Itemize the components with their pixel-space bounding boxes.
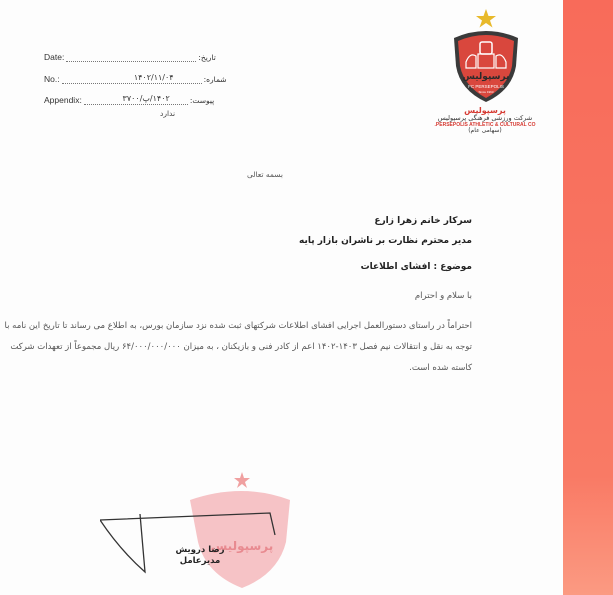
number-line <box>62 74 202 84</box>
org-name-en: PERSEPOLIS ATHLETIC & CULTURAL CO. <box>434 121 536 128</box>
signer-name: رضا درویش <box>175 545 225 555</box>
appendix-label-en: Appendix: <box>44 95 82 105</box>
red-side-strip <box>563 0 613 595</box>
number-value: ۱۴۰۲/۱۱/۰۴ <box>133 73 174 82</box>
stamp-star-icon <box>234 472 250 488</box>
greeting: با سلام و احترام <box>414 291 472 301</box>
date-line <box>66 52 196 62</box>
persepolis-logo <box>440 6 540 110</box>
basmala: بسمه تعالی <box>246 170 284 179</box>
appendix-field <box>44 95 214 105</box>
appendix-note: ندارد <box>160 109 176 118</box>
number-field <box>44 74 227 84</box>
org-full-name-fa: شرکت ورزشی فرهنگی پرسپولیس <box>437 114 533 123</box>
org-type: (سهامی عام) <box>468 127 502 135</box>
svg-text:پرسپولیس: پرسپولیس <box>210 539 274 553</box>
date-label-en: Date: <box>44 52 65 62</box>
addressee-title: مدیر محترم نظارت بر ناشران بازار پایه <box>299 236 472 246</box>
appendix-line <box>84 95 188 105</box>
organization-block <box>430 106 540 135</box>
svg-text:پرسپولیس: پرسپولیس <box>462 72 510 82</box>
signer-role: مدیرعامل <box>179 556 221 567</box>
svg-text:FC PERSEPOLIS: FC PERSEPOLIS <box>468 84 504 89</box>
date-field <box>44 52 216 62</box>
number-label-fa: شماره: <box>203 75 227 84</box>
addressee: سرکار خانم زهرا زارع <box>374 216 472 226</box>
svg-text:Since 1963: Since 1963 <box>478 90 494 94</box>
appendix-value: ۱۴۰۲/پ/۳۷۰۰ <box>122 94 170 103</box>
number-label-en: No.: <box>44 74 60 84</box>
appendix-label-fa: پیوست: <box>189 96 215 105</box>
star-icon <box>476 9 496 28</box>
signer-block <box>165 545 235 567</box>
letter-body: احتراماً در راستای دستورالعمل اجرایی افشای اطلاعات شرکتهای ثبت شده نزد سازمان بورس، به اطلاع می رساند تا تاریخ این نامه با توجه به نقل و انتقالات نیم فصل ۱۴۰۳-۱۴۰۲ اعم از کادر فنی و بازیکنان ، به میزان ۶۴/۰۰۰/۰۰۰/۰۰۰ ریال مجموعاً از تعهدات شرکت کاسته شده است. <box>4 321 472 373</box>
subject-line: موضوع : افشای اطلاعات <box>360 262 472 272</box>
date-label-fa: تاریخ: <box>198 53 216 62</box>
org-name-fa: پرسپولیس <box>464 106 506 115</box>
